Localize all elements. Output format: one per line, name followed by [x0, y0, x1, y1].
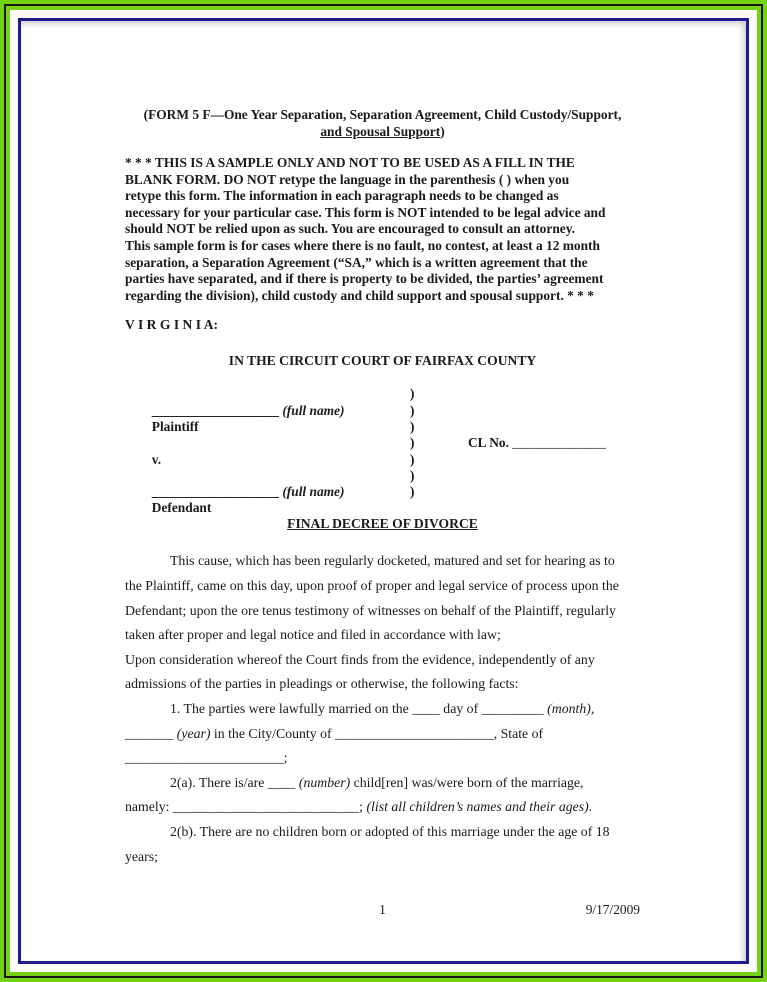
document-content	[125, 106, 640, 869]
recital-line: Defendant; upon the ore tenus testimony of witnesses on behalf of the Plaintiff, regularly	[125, 602, 616, 618]
cl-no-label: CL No.	[468, 435, 513, 451]
recital-line: the Plaintiff, came on this day, upon proof of proper and legal service of process upon the	[125, 578, 619, 594]
defendant-label: Defendant	[151, 500, 212, 516]
page-footer	[125, 902, 640, 920]
children-line: 2(a). There is/are ____ (number) child[ren] was/were born of the marriage,	[170, 774, 584, 790]
plaintiff-label: Plaintiff	[151, 418, 199, 434]
marriage-line: _______ (year) in the City/County of _______________________, State of	[125, 725, 544, 741]
no-children-line: 2(b). There are no children born or adopted of this marriage under the age of 18	[170, 823, 610, 839]
children-line: namely: ___________________________; (list all children’s names and their ages).	[125, 799, 593, 815]
marriage-line: 1. The parties were lawfully married on the ____ day of _________ (month),	[170, 700, 595, 716]
notice-line: This sample form is for cases where there is no fault, no contest, at least a 12 month	[125, 237, 600, 253]
caption-paren: )	[410, 451, 415, 467]
versus-row	[125, 435, 640, 467]
full-name-label: (full name)	[282, 484, 345, 500]
notice-line: parties have separated, and if there is property to be divided, the parties’ agreement	[125, 271, 604, 287]
caption-spacer-row	[125, 452, 640, 468]
cl-no-blank: ______________	[512, 435, 607, 451]
recital-line: This cause, which has been regularly docketed, matured and set for hearing as to	[170, 553, 615, 569]
caption-paren: )	[410, 467, 415, 483]
caption-spacer-row	[125, 419, 640, 435]
decree-body	[125, 549, 640, 869]
findings-line: admissions of the parties in pleadings or otherwise, the following facts:	[125, 676, 519, 692]
month-label: (month),	[547, 700, 595, 716]
name-blank-line: ___________________	[151, 484, 283, 500]
recital-line: taken after proper and legal notice and filed in accordance with law;	[125, 627, 501, 643]
caption-paren: )	[410, 484, 415, 500]
revision-date: 9/17/2009	[585, 902, 640, 917]
marriage-line: _______________________;	[125, 750, 288, 766]
decree-title: FINAL DECREE OF DIVORCE	[287, 516, 478, 532]
notice-line: BLANK FORM. DO NOT retype the language in the parenthesis ( ) when you	[125, 171, 570, 187]
no-children-line: years;	[125, 848, 158, 864]
children-names-label: (list all children’s names and their ages).	[366, 799, 593, 815]
plaintiff-label-row	[125, 402, 640, 434]
caption-paren: )	[410, 418, 415, 434]
caption-paren: )	[410, 402, 415, 418]
document-page	[18, 18, 749, 964]
case-caption	[125, 386, 640, 516]
versus-label: v.	[151, 451, 162, 467]
page-number: 1	[379, 902, 386, 917]
notice-line: necessary for your particular case. This form is NOT intended to be legal advice and	[125, 204, 606, 220]
notice-line: should NOT be relied upon as such. You are encouraged to consult an attorney.	[125, 221, 576, 237]
state-caption: V I R G I N I A:	[125, 317, 219, 333]
defendant-label-row	[125, 484, 640, 516]
sample-only-notice	[125, 155, 640, 304]
form-title-line1: (FORM 5 F—One Year Separation, Separation Agreement, Child Custody/Support,	[143, 107, 622, 122]
notice-line: separation, a Separation Agreement (“SA,” which is a written agreement that the	[125, 254, 588, 270]
full-name-label: (full name)	[282, 402, 345, 418]
notice-line: * * * THIS IS A SAMPLE ONLY AND NOT TO BE USED AS A FILL IN THE	[125, 155, 575, 170]
defendant-name-blank	[125, 467, 640, 500]
caption-paren: )	[410, 386, 415, 402]
form-title-close-paren: )	[440, 124, 445, 139]
notice-line: retype this form. The information in each paragraph needs to be changed as	[125, 188, 559, 204]
name-blank-line: ___________________	[151, 402, 283, 418]
number-label: (number)	[298, 774, 351, 790]
form-title-underlined: and Spousal Support	[320, 124, 441, 139]
caption-paren: )	[410, 435, 415, 451]
form-title	[125, 106, 640, 140]
year-label: (year)	[176, 725, 211, 741]
notice-line: regarding the division), child custody and child support and spousal support. * * *	[125, 287, 594, 303]
form-title-line2	[125, 123, 640, 140]
case-number-field	[468, 435, 606, 451]
court-name: IN THE CIRCUIT COURT OF FAIRFAX COUNTY	[228, 353, 537, 369]
plaintiff-name-blank	[125, 386, 640, 418]
findings-line: Upon consideration whereof the Court finds from the evidence, independently of any	[125, 651, 595, 667]
